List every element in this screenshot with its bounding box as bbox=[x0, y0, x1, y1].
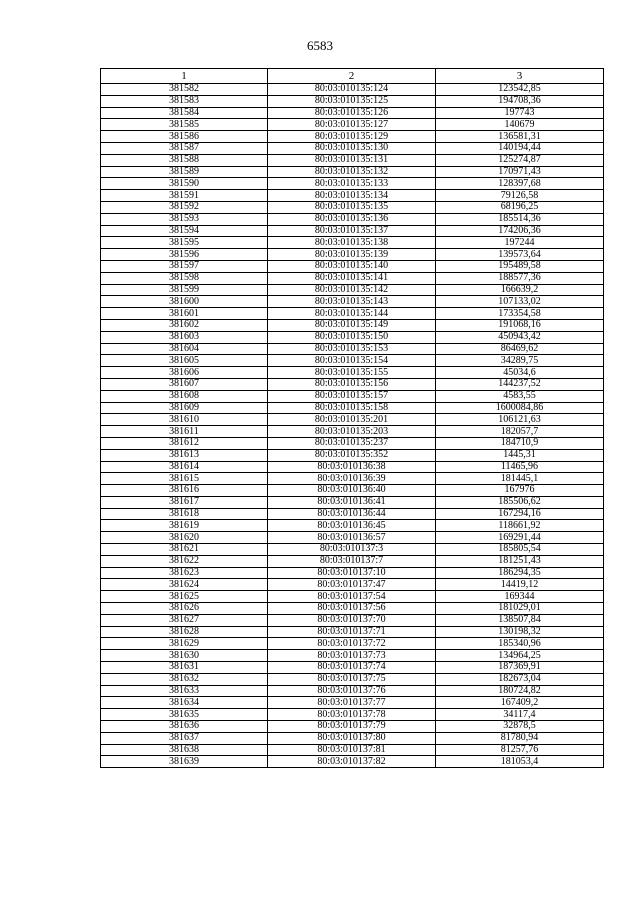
cadastral-number-cell: 80:03:010135:153 bbox=[268, 343, 436, 355]
row-number-cell: 381617 bbox=[101, 496, 268, 508]
row-number-cell: 381604 bbox=[101, 343, 268, 355]
table-row bbox=[101, 426, 604, 438]
row-number-cell: 381591 bbox=[101, 190, 268, 202]
column-header-1: 1 bbox=[101, 69, 268, 84]
cadastral-number-cell: 80:03:010135:139 bbox=[268, 249, 436, 261]
table-row bbox=[101, 485, 604, 497]
row-number-cell: 381634 bbox=[101, 697, 268, 709]
cadastral-number-cell: 80:03:010135:133 bbox=[268, 178, 436, 190]
value-cell: 181445,1 bbox=[436, 473, 604, 485]
cadastral-number-cell: 80:03:010135:124 bbox=[268, 84, 436, 96]
table-row bbox=[101, 190, 604, 202]
table-row bbox=[101, 532, 604, 544]
value-cell: 197743 bbox=[436, 107, 604, 119]
value-cell: 14419,12 bbox=[436, 579, 604, 591]
table-row bbox=[101, 414, 604, 426]
row-number-cell: 381631 bbox=[101, 662, 268, 674]
value-cell: 169291,44 bbox=[436, 532, 604, 544]
table-row bbox=[101, 178, 604, 190]
table-row bbox=[101, 237, 604, 249]
value-cell: 185340,96 bbox=[436, 638, 604, 650]
table-row bbox=[101, 260, 604, 272]
row-number-cell: 381582 bbox=[101, 84, 268, 96]
row-number-cell: 381638 bbox=[101, 744, 268, 756]
row-number-cell: 381635 bbox=[101, 709, 268, 721]
value-cell: 1600084,86 bbox=[436, 402, 604, 414]
table-body bbox=[101, 84, 604, 768]
row-number-cell: 381606 bbox=[101, 367, 268, 379]
column-header-2: 2 bbox=[268, 69, 436, 84]
table-row bbox=[101, 496, 604, 508]
cadastral-number-cell: 80:03:010137:77 bbox=[268, 697, 436, 709]
row-number-cell: 381620 bbox=[101, 532, 268, 544]
row-number-cell: 381622 bbox=[101, 555, 268, 567]
value-cell: 181251,43 bbox=[436, 555, 604, 567]
table-row bbox=[101, 142, 604, 154]
table-row bbox=[101, 732, 604, 744]
value-cell: 128397,68 bbox=[436, 178, 604, 190]
row-number-cell: 381592 bbox=[101, 201, 268, 213]
value-cell: 167976 bbox=[436, 485, 604, 497]
table-row bbox=[101, 614, 604, 626]
column-header-3: 3 bbox=[436, 69, 604, 84]
cadastral-number-cell: 80:03:010136:38 bbox=[268, 461, 436, 473]
table-row bbox=[101, 296, 604, 308]
row-number-cell: 381588 bbox=[101, 154, 268, 166]
cadastral-number-cell: 80:03:010136:45 bbox=[268, 520, 436, 532]
table-header bbox=[101, 69, 604, 84]
row-number-cell: 381598 bbox=[101, 272, 268, 284]
table-row bbox=[101, 437, 604, 449]
cadastral-number-cell: 80:03:010137:82 bbox=[268, 756, 436, 768]
data-table bbox=[100, 68, 604, 768]
value-cell: 130198,32 bbox=[436, 626, 604, 638]
table-row bbox=[101, 461, 604, 473]
value-cell: 187369,91 bbox=[436, 662, 604, 674]
row-number-cell: 381586 bbox=[101, 131, 268, 143]
value-cell: 138507,84 bbox=[436, 614, 604, 626]
value-cell: 173354,58 bbox=[436, 308, 604, 320]
cadastral-number-cell: 80:03:010135:125 bbox=[268, 95, 436, 107]
cadastral-number-cell: 80:03:010135:157 bbox=[268, 390, 436, 402]
cadastral-number-cell: 80:03:010137:75 bbox=[268, 673, 436, 685]
value-cell: 174206,36 bbox=[436, 225, 604, 237]
value-cell: 167409,2 bbox=[436, 697, 604, 709]
value-cell: 1445,31 bbox=[436, 449, 604, 461]
row-number-cell: 381619 bbox=[101, 520, 268, 532]
table-row bbox=[101, 638, 604, 650]
cadastral-number-cell: 80:03:010137:74 bbox=[268, 662, 436, 674]
value-cell: 136581,31 bbox=[436, 131, 604, 143]
value-cell: 167294,16 bbox=[436, 508, 604, 520]
cadastral-number-cell: 80:03:010135:126 bbox=[268, 107, 436, 119]
row-number-cell: 381596 bbox=[101, 249, 268, 261]
table-row bbox=[101, 579, 604, 591]
table-row bbox=[101, 84, 604, 96]
table-row bbox=[101, 626, 604, 638]
table-row bbox=[101, 308, 604, 320]
cadastral-number-cell: 80:03:010137:76 bbox=[268, 685, 436, 697]
cadastral-number-cell: 80:03:010137:70 bbox=[268, 614, 436, 626]
row-number-cell: 381626 bbox=[101, 603, 268, 615]
cadastral-number-cell: 80:03:010135:201 bbox=[268, 414, 436, 426]
row-number-cell: 381614 bbox=[101, 461, 268, 473]
table-row bbox=[101, 721, 604, 733]
table-row bbox=[101, 662, 604, 674]
table-row bbox=[101, 697, 604, 709]
cadastral-number-cell: 80:03:010135:138 bbox=[268, 237, 436, 249]
table-row bbox=[101, 249, 604, 261]
cadastral-number-cell: 80:03:010135:127 bbox=[268, 119, 436, 131]
cadastral-number-cell: 80:03:010135:143 bbox=[268, 296, 436, 308]
value-cell: 123542,85 bbox=[436, 84, 604, 96]
cadastral-number-cell: 80:03:010137:73 bbox=[268, 650, 436, 662]
cadastral-number-cell: 80:03:010135:156 bbox=[268, 378, 436, 390]
header-row bbox=[101, 69, 604, 84]
cadastral-number-cell: 80:03:010137:47 bbox=[268, 579, 436, 591]
row-number-cell: 381613 bbox=[101, 449, 268, 461]
table-row bbox=[101, 449, 604, 461]
table-row bbox=[101, 201, 604, 213]
cadastral-number-cell: 80:03:010136:57 bbox=[268, 532, 436, 544]
cadastral-number-cell: 80:03:010135:150 bbox=[268, 331, 436, 343]
row-number-cell: 381611 bbox=[101, 426, 268, 438]
row-number-cell: 381587 bbox=[101, 142, 268, 154]
row-number-cell: 381608 bbox=[101, 390, 268, 402]
table-row bbox=[101, 685, 604, 697]
row-number-cell: 381639 bbox=[101, 756, 268, 768]
cadastral-number-cell: 80:03:010135:140 bbox=[268, 260, 436, 272]
value-cell: 118661,92 bbox=[436, 520, 604, 532]
value-cell: 188577,36 bbox=[436, 272, 604, 284]
table-row bbox=[101, 508, 604, 520]
value-cell: 194708,36 bbox=[436, 95, 604, 107]
row-number-cell: 381633 bbox=[101, 685, 268, 697]
row-number-cell: 381625 bbox=[101, 591, 268, 603]
cadastral-number-cell: 80:03:010137:71 bbox=[268, 626, 436, 638]
row-number-cell: 381637 bbox=[101, 732, 268, 744]
cadastral-number-cell: 80:03:010135:154 bbox=[268, 355, 436, 367]
cadastral-number-cell: 80:03:010137:78 bbox=[268, 709, 436, 721]
cadastral-number-cell: 80:03:010137:80 bbox=[268, 732, 436, 744]
value-cell: 4583,55 bbox=[436, 390, 604, 402]
value-cell: 197244 bbox=[436, 237, 604, 249]
value-cell: 166639,2 bbox=[436, 284, 604, 296]
cadastral-number-cell: 80:03:010137:56 bbox=[268, 603, 436, 615]
value-cell: 182057,7 bbox=[436, 426, 604, 438]
table-row bbox=[101, 107, 604, 119]
table-row bbox=[101, 709, 604, 721]
cadastral-number-cell: 80:03:010135:130 bbox=[268, 142, 436, 154]
table-row bbox=[101, 213, 604, 225]
cadastral-number-cell: 80:03:010135:134 bbox=[268, 190, 436, 202]
table-row bbox=[101, 744, 604, 756]
value-cell: 185506,62 bbox=[436, 496, 604, 508]
row-number-cell: 381600 bbox=[101, 296, 268, 308]
table-row bbox=[101, 272, 604, 284]
cadastral-number-cell: 80:03:010135:136 bbox=[268, 213, 436, 225]
row-number-cell: 381610 bbox=[101, 414, 268, 426]
table-row bbox=[101, 673, 604, 685]
cadastral-number-cell: 80:03:010137:3 bbox=[268, 544, 436, 556]
value-cell: 195489,58 bbox=[436, 260, 604, 272]
cadastral-number-cell: 80:03:010135:237 bbox=[268, 437, 436, 449]
row-number-cell: 381624 bbox=[101, 579, 268, 591]
value-cell: 182673,04 bbox=[436, 673, 604, 685]
value-cell: 34289,75 bbox=[436, 355, 604, 367]
cadastral-number-cell: 80:03:010135:131 bbox=[268, 154, 436, 166]
value-cell: 181053,4 bbox=[436, 756, 604, 768]
value-cell: 134964,25 bbox=[436, 650, 604, 662]
cadastral-number-cell: 80:03:010137:7 bbox=[268, 555, 436, 567]
cadastral-number-cell: 80:03:010135:203 bbox=[268, 426, 436, 438]
value-cell: 106121,63 bbox=[436, 414, 604, 426]
value-cell: 450943,42 bbox=[436, 331, 604, 343]
row-number-cell: 381603 bbox=[101, 331, 268, 343]
value-cell: 45034,6 bbox=[436, 367, 604, 379]
table-row bbox=[101, 473, 604, 485]
value-cell: 140194,44 bbox=[436, 142, 604, 154]
table-row bbox=[101, 367, 604, 379]
table-row bbox=[101, 225, 604, 237]
value-cell: 185514,36 bbox=[436, 213, 604, 225]
page-number: 6583 bbox=[307, 38, 333, 53]
table-row bbox=[101, 567, 604, 579]
row-number-cell: 381594 bbox=[101, 225, 268, 237]
cadastral-number-cell: 80:03:010135:137 bbox=[268, 225, 436, 237]
table-row bbox=[101, 756, 604, 768]
value-cell: 81257,76 bbox=[436, 744, 604, 756]
cadastral-number-cell: 80:03:010136:41 bbox=[268, 496, 436, 508]
cadastral-number-cell: 80:03:010137:72 bbox=[268, 638, 436, 650]
table-row bbox=[101, 555, 604, 567]
row-number-cell: 381621 bbox=[101, 544, 268, 556]
table-row bbox=[101, 319, 604, 331]
row-number-cell: 381623 bbox=[101, 567, 268, 579]
row-number-cell: 381585 bbox=[101, 119, 268, 131]
cadastral-number-cell: 80:03:010135:129 bbox=[268, 131, 436, 143]
value-cell: 68196,25 bbox=[436, 201, 604, 213]
value-cell: 79126,58 bbox=[436, 190, 604, 202]
table-row bbox=[101, 154, 604, 166]
row-number-cell: 381636 bbox=[101, 721, 268, 733]
row-number-cell: 381595 bbox=[101, 237, 268, 249]
row-number-cell: 381616 bbox=[101, 485, 268, 497]
value-cell: 125274,87 bbox=[436, 154, 604, 166]
value-cell: 11465,96 bbox=[436, 461, 604, 473]
value-cell: 34117,4 bbox=[436, 709, 604, 721]
row-number-cell: 381602 bbox=[101, 319, 268, 331]
cadastral-number-cell: 80:03:010137:81 bbox=[268, 744, 436, 756]
cadastral-number-cell: 80:03:010136:40 bbox=[268, 485, 436, 497]
cadastral-number-cell: 80:03:010137:10 bbox=[268, 567, 436, 579]
table-row bbox=[101, 591, 604, 603]
cadastral-number-cell: 80:03:010135:142 bbox=[268, 284, 436, 296]
cadastral-number-cell: 80:03:010135:141 bbox=[268, 272, 436, 284]
cadastral-number-cell: 80:03:010135:132 bbox=[268, 166, 436, 178]
cadastral-number-cell: 80:03:010136:44 bbox=[268, 508, 436, 520]
row-number-cell: 381630 bbox=[101, 650, 268, 662]
cadastral-number-cell: 80:03:010135:149 bbox=[268, 319, 436, 331]
value-cell: 170971,43 bbox=[436, 166, 604, 178]
value-cell: 186294,35 bbox=[436, 567, 604, 579]
cadastral-number-cell: 80:03:010135:135 bbox=[268, 201, 436, 213]
row-number-cell: 381628 bbox=[101, 626, 268, 638]
row-number-cell: 381583 bbox=[101, 95, 268, 107]
table-row bbox=[101, 119, 604, 131]
table-row bbox=[101, 544, 604, 556]
row-number-cell: 381627 bbox=[101, 614, 268, 626]
table-row bbox=[101, 650, 604, 662]
value-cell: 191068,16 bbox=[436, 319, 604, 331]
cadastral-number-cell: 80:03:010137:54 bbox=[268, 591, 436, 603]
row-number-cell: 381607 bbox=[101, 378, 268, 390]
table-row bbox=[101, 603, 604, 615]
table-row bbox=[101, 378, 604, 390]
table-row bbox=[101, 390, 604, 402]
value-cell: 81780,94 bbox=[436, 732, 604, 744]
row-number-cell: 381618 bbox=[101, 508, 268, 520]
row-number-cell: 381593 bbox=[101, 213, 268, 225]
value-cell: 144237,52 bbox=[436, 378, 604, 390]
row-number-cell: 381597 bbox=[101, 260, 268, 272]
table-row bbox=[101, 131, 604, 143]
table-row bbox=[101, 166, 604, 178]
row-number-cell: 381629 bbox=[101, 638, 268, 650]
value-cell: 32878,5 bbox=[436, 721, 604, 733]
row-number-cell: 381584 bbox=[101, 107, 268, 119]
value-cell: 86469,62 bbox=[436, 343, 604, 355]
row-number-cell: 381589 bbox=[101, 166, 268, 178]
value-cell: 184710,9 bbox=[436, 437, 604, 449]
row-number-cell: 381609 bbox=[101, 402, 268, 414]
cadastral-number-cell: 80:03:010135:158 bbox=[268, 402, 436, 414]
value-cell: 181029,01 bbox=[436, 603, 604, 615]
value-cell: 180724,82 bbox=[436, 685, 604, 697]
table-row bbox=[101, 343, 604, 355]
table-row bbox=[101, 331, 604, 343]
row-number-cell: 381590 bbox=[101, 178, 268, 190]
row-number-cell: 381612 bbox=[101, 437, 268, 449]
table-row bbox=[101, 520, 604, 532]
table-row bbox=[101, 95, 604, 107]
cadastral-number-cell: 80:03:010135:352 bbox=[268, 449, 436, 461]
value-cell: 140679 bbox=[436, 119, 604, 131]
row-number-cell: 381605 bbox=[101, 355, 268, 367]
table-row bbox=[101, 284, 604, 296]
value-cell: 107133,02 bbox=[436, 296, 604, 308]
row-number-cell: 381615 bbox=[101, 473, 268, 485]
cadastral-number-cell: 80:03:010135:144 bbox=[268, 308, 436, 320]
row-number-cell: 381632 bbox=[101, 673, 268, 685]
cadastral-number-cell: 80:03:010135:155 bbox=[268, 367, 436, 379]
cadastral-number-cell: 80:03:010137:79 bbox=[268, 721, 436, 733]
cadastral-number-cell: 80:03:010136:39 bbox=[268, 473, 436, 485]
table-row bbox=[101, 355, 604, 367]
value-cell: 139573,64 bbox=[436, 249, 604, 261]
table-row bbox=[101, 402, 604, 414]
row-number-cell: 381599 bbox=[101, 284, 268, 296]
value-cell: 185805,54 bbox=[436, 544, 604, 556]
row-number-cell: 381601 bbox=[101, 308, 268, 320]
value-cell: 169344 bbox=[436, 591, 604, 603]
